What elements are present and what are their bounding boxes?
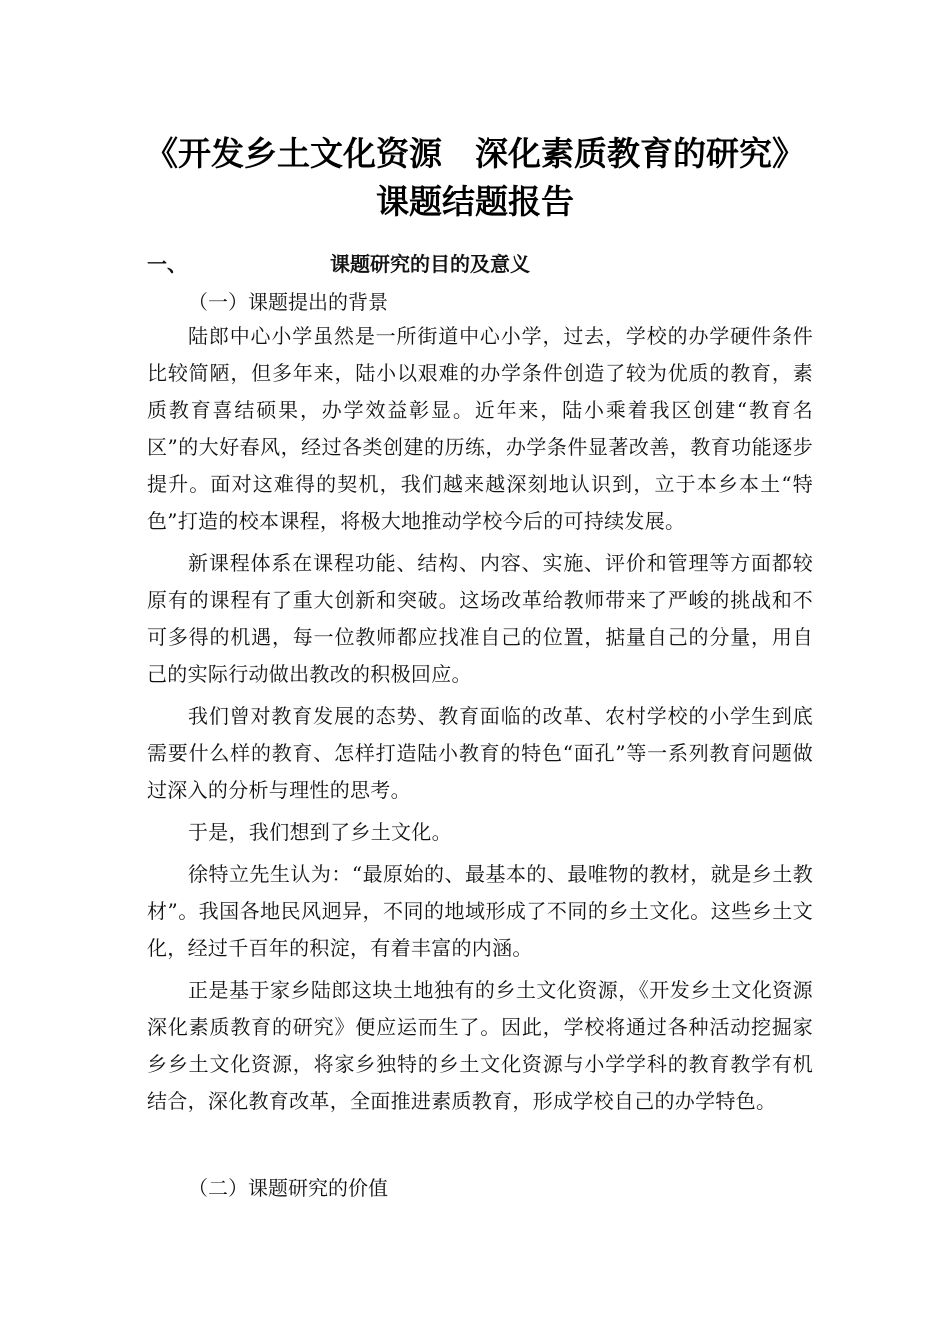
section-title: 课题研究的目的及意义 [330, 252, 530, 276]
paragraph: 于是，我们想到了乡土文化。 [188, 820, 452, 844]
paragraph: 我们曾对教育发展的态势、教育面临的改革、农村学校的小学生到底需要什么样的教育、怎样打造陆小教育的特色“面孔”等一系列教育问题做过深入的分析与理性的思考。 [147, 704, 813, 802]
paragraph: 新课程体系在课程功能、结构、内容、实施、评价和管理等方面都较原有的课程有了重大创新和突破。这场改革给教师带来了严峻的挑战和不可多得的机遇，每一位教师都应找准自己的位置，掂量自己的分量，用自己的实际行动做出教改的积极回应。 [147, 551, 813, 686]
report-title: 《开发乡土文化资源 深化素质教育的研究》 [145, 134, 805, 173]
body-text [147, 318, 813, 1125]
section-heading [147, 250, 530, 278]
paragraph: 徐特立先生认为：“最原始的、最基本的、最唯物的教材，就是乡土教材”。我国各地民风迥异，不同的地域形成了不同的乡土文化。这些乡土文化，经过千百年的积淀，有着丰富的内涵。 [147, 862, 813, 960]
subsection-heading-value: （二）课题研究的价值 [188, 1176, 388, 1200]
paragraph: 陆郎中心小学虽然是一所街道中心小学，过去，学校的办学硬件条件比较简陋，但多年来，陆小以艰难的办学条件创造了较为优质的教育，素质教育喜结硕果，办学效益彰显。近年来，陆小乘着我区创建“教育名区”的大好春风，经过各类创建的历练，办学条件显著改善，教育功能逐步提升。面对这难得的契机，我们越来越深刻地认识到，立于本乡本土“特色”打造的校本课程，将极大地推动学校今后的可持续发展。 [147, 324, 813, 533]
section-number: 一、 [147, 252, 187, 276]
subsection-heading-background: （一）课题提出的背景 [188, 290, 388, 314]
paragraph: 正是基于家乡陆郎这块土地独有的乡土文化资源，《开发乡土文化资源 深化素质教育的研究》便应运而生了。因此，学校将通过各种活动挖掘家乡乡土文化资源，将家乡独特的乡土文化资源与小学学科的教育教学有机结合，深化教育改革，全面推进素质教育，形成学校自己的办学特色。 [147, 978, 813, 1113]
report-subtitle: 课题结题报告 [376, 182, 574, 221]
